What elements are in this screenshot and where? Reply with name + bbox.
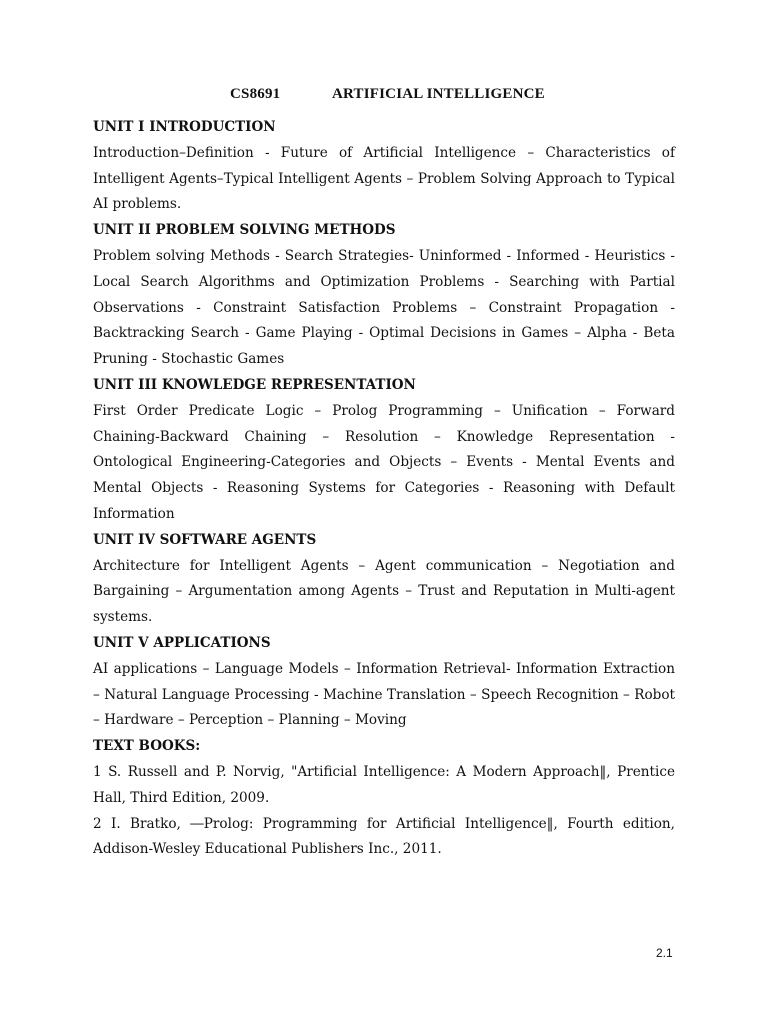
- unit-heading: UNIT I INTRODUCTION: [93, 119, 276, 135]
- syllabus-content: [93, 115, 675, 863]
- unit-body: Introduction–Definition - Future of Artificial Intelligence – Characteristics of Intelligent Agents–Typical Intelligent Agents – Problem Solving Approach to Typical AI problems.: [93, 144, 675, 213]
- unit-body: Architecture for Intelligent Agents – Agent communication – Negotiation and Bargaining – Argumentation among Agents – Trust and Reputation in Multi-agent systems.: [93, 557, 675, 626]
- unit-body: Problem solving Methods - Search Strategies- Uninformed - Informed - Heuristics - Local Search Algorithms and Optimization Problems - Searching with Partial Observations - Constraint Satisfaction Problems – Constraint Propagation - Backtracking Search - Game Playing - Optimal Decisions in Games – Alpha - Beta Pruning - Stochastic Games: [93, 247, 675, 368]
- unit-heading: UNIT II PROBLEM SOLVING METHODS: [93, 222, 396, 239]
- textbooks-heading: TEXT BOOKS:: [93, 738, 201, 755]
- unit-body: AI applications – Language Models – Information Retrieval- Information Extraction – Natural Language Processing - Machine Translation – Speech Recognition – Robot – Hardware – Perception – Planning – Moving: [93, 660, 675, 729]
- textbook-item: 2 I. Bratko, ―Prolog: Programming for Artificial Intelligence‖, Fourth edition, Addison-Wesley Educational Publishers Inc., 2011.: [93, 815, 675, 858]
- unit-heading: UNIT IV SOFTWARE AGENTS: [93, 531, 317, 548]
- unit-3: [93, 373, 675, 528]
- course-code: CS8691: [230, 86, 281, 102]
- unit-1: [93, 115, 675, 218]
- page-number: 2.1: [656, 946, 673, 960]
- textbook-item: 1 S. Russell and P. Norvig, "Artificial Intelligence: A Modern Approach‖, Prentice Hall, Third Edition, 2009.: [93, 763, 675, 806]
- course-name: ARTIFICIAL INTELLIGENCE: [332, 86, 545, 102]
- unit-body: First Order Predicate Logic – Prolog Programming – Unification – Forward Chaining-Backward Chaining – Resolution – Knowledge Representation - Ontological Engineering-Categories and Objects – Events - Mental Events and Mental Objects - Reasoning Systems for Categories - Reasoning with Default Information: [93, 402, 675, 522]
- unit-heading: UNIT V APPLICATIONS: [93, 634, 271, 651]
- unit-5: [93, 631, 675, 734]
- textbooks-section: [93, 734, 675, 863]
- course-title: [230, 86, 545, 103]
- unit-4: [93, 528, 675, 631]
- unit-2: [93, 218, 675, 373]
- unit-heading: UNIT III KNOWLEDGE REPRESENTATION: [93, 376, 416, 393]
